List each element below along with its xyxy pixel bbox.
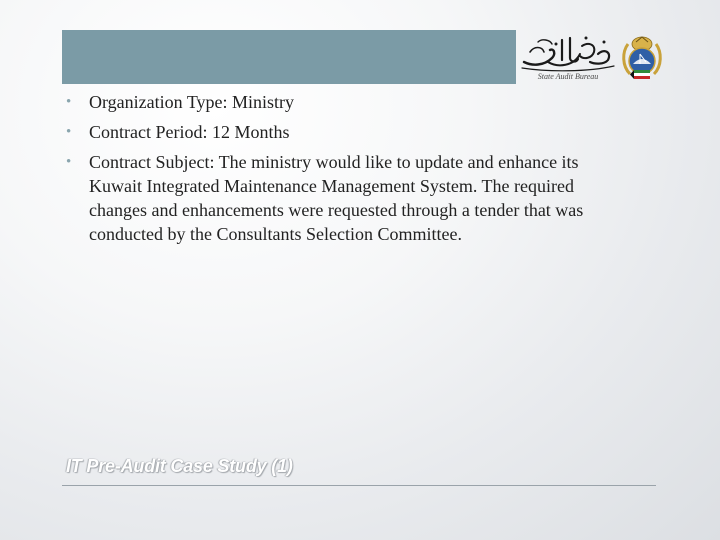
bullet-contract-subject xyxy=(66,150,626,246)
bullet-glyph: • xyxy=(66,94,72,110)
bullet-list xyxy=(66,90,626,246)
bullet-text: Organization Type: Ministry xyxy=(89,92,295,112)
bullet-organization-type xyxy=(66,90,626,114)
bullet-contract-period xyxy=(66,120,626,144)
slide-title: IT Pre-Audit Case Study (1) xyxy=(66,456,293,476)
slide-content xyxy=(66,90,626,252)
bullet-glyph: • xyxy=(66,124,72,140)
logo-caption: State Audit Bureau xyxy=(537,72,599,81)
bullet-glyph: • xyxy=(66,154,72,170)
bullet-text: Contract Subject: The ministry would like to update and enhance its Kuwait Integrated Maintenance Management System. The required changes and enhancements were requested through a tender that was conducted by the Consultants Selection Committee. xyxy=(89,152,584,244)
footer-divider xyxy=(62,485,656,486)
logo-area xyxy=(516,30,666,84)
header-band xyxy=(62,30,516,84)
arabic-calligraphy-icon xyxy=(518,32,616,72)
bullet-text: Contract Period: 12 Months xyxy=(89,122,290,142)
kuwait-emblem-icon xyxy=(620,34,664,82)
